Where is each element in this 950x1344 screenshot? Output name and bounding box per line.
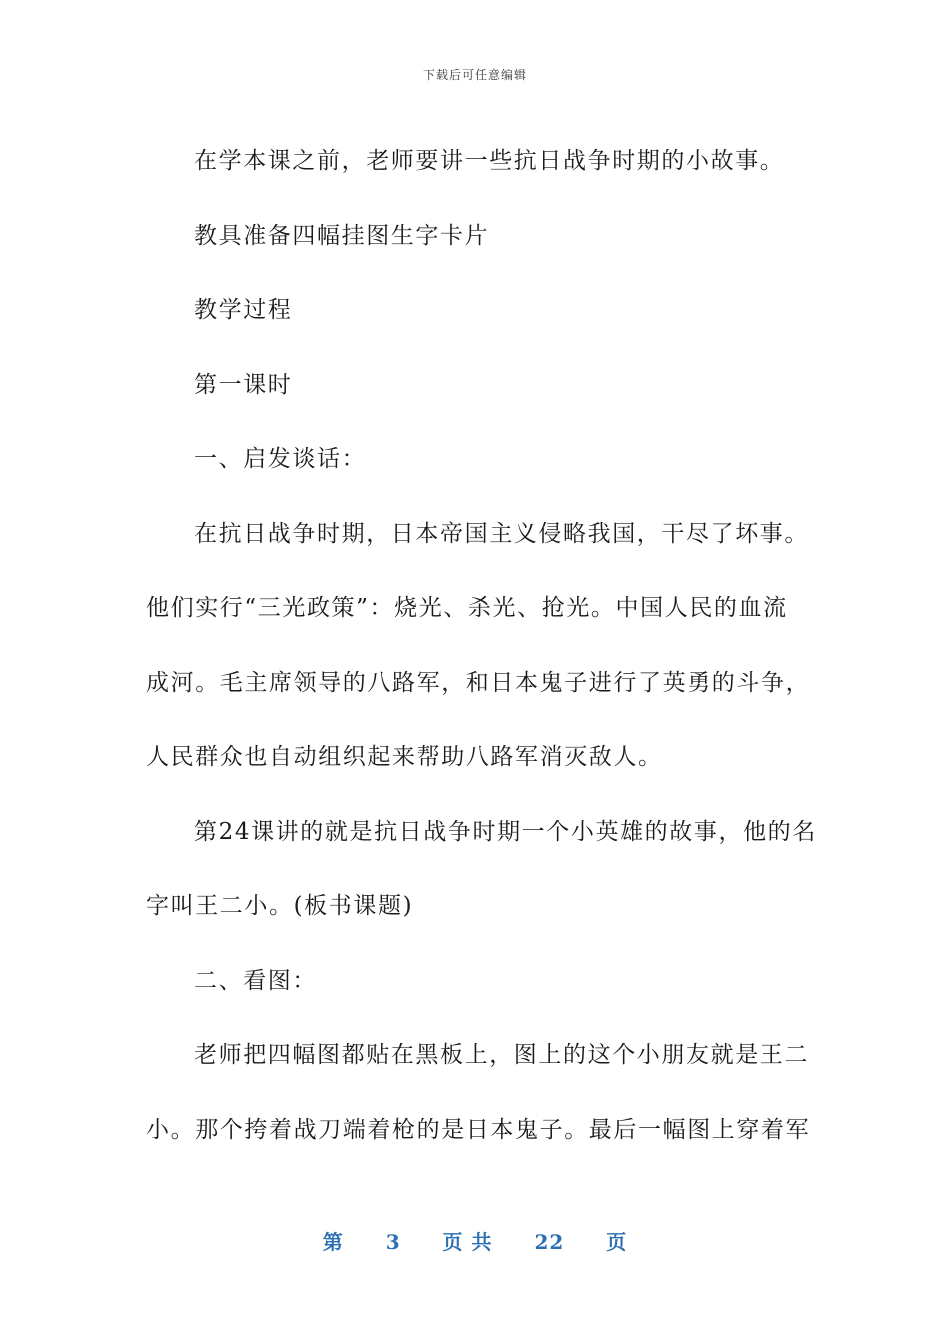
page-header: 下载后可任意编辑 xyxy=(422,68,527,82)
paragraph-line: 教学过程 xyxy=(194,297,293,323)
footer-suffix: 页 xyxy=(606,1230,628,1254)
paragraph-line: 成河。毛主席领导的八路军，和日本鬼子进行了英勇的斗争， xyxy=(146,669,811,696)
total-pages-number: 22 xyxy=(534,1230,565,1254)
paragraph-line: 在学本课之前，老师要讲一些抗日战争时期的小故事。 xyxy=(194,148,785,174)
paragraph-line: 人民群众也自动组织起来帮助八路军消灭敌人。 xyxy=(146,744,663,770)
paragraph-line: 字叫王二小。(板书课题) xyxy=(146,893,414,919)
paragraph-line: 小。那个挎着战刀端着枪的是日本鬼子。最后一幅图上穿着军 xyxy=(146,1116,811,1143)
document-body xyxy=(146,124,817,1167)
paragraph-line: 一、启发谈话： xyxy=(194,446,367,472)
footer-middle: 页 共 xyxy=(442,1230,493,1254)
paragraph-line: 教具准备四幅挂图生字卡片 xyxy=(194,222,490,249)
paragraph-line: 在抗日战争时期，日本帝国主义侵略我国，干尽了坏事。 xyxy=(194,520,809,547)
paragraph-line: 第24课讲的就是抗日战争时期一个小英雄的故事，他的名 xyxy=(194,818,817,845)
paragraph-line: 他们实行“三光政策”：烧光、杀光、抢光。中国人民的血流 xyxy=(146,595,788,621)
footer-prefix: 第 xyxy=(322,1230,344,1254)
page-footer xyxy=(0,1226,950,1255)
paragraph-line: 二、看图： xyxy=(194,967,317,994)
current-page-number: 3 xyxy=(385,1230,401,1254)
paragraph-line: 老师把四幅图都贴在黑板上，图上的这个小朋友就是王二 xyxy=(194,1042,809,1068)
paragraph-line: 第一课时 xyxy=(194,371,293,398)
